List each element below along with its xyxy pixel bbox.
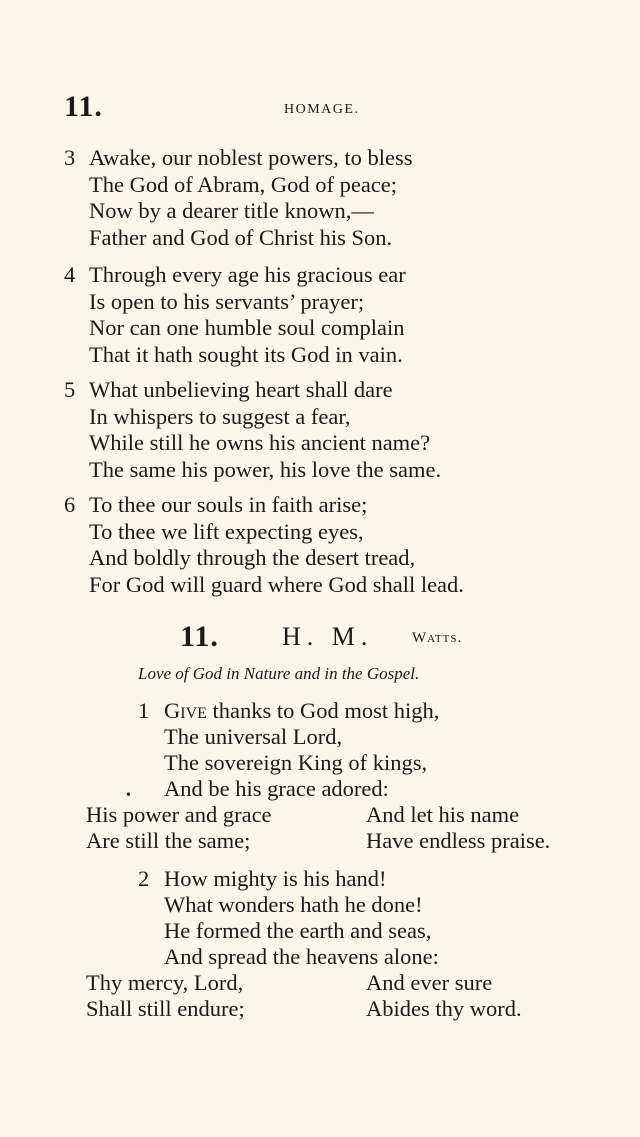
verse-line: That it hath sought its God in vain. [89,341,403,367]
stanza-number: 1 [138,698,150,723]
verse-line: Father and God of Christ his Son. [89,224,393,250]
verse-line: While still he owns his ancient name? [89,430,431,455]
hymn-heading [0,620,640,654]
verse-line: For God will guard where God shall lead. [89,571,464,597]
verse-line: The same his power, his love the same. [89,456,442,482]
column-line: Abides thy word. [366,996,522,1021]
hymn-meter: H. M. [282,622,374,651]
column-line: Have endless praise. [366,828,551,853]
verse [64,262,406,368]
column-line: Are still the same; [86,828,251,853]
verse-line: Nor can one humble soul complain [89,315,405,340]
running-title: HOMAGE. [284,102,360,117]
verse-line: In whispers to suggest a fear, [89,403,351,429]
stanza-line: The sovereign King of kings, [164,750,428,775]
verse-line: The God of Abram, God of peace; [89,171,398,197]
verse-number: 3 [64,145,76,170]
hymn-number: 11. [180,620,219,653]
stanza-line: And be his grace adored: [164,776,389,801]
verse [64,145,413,251]
verse [64,492,464,598]
stanza-line [138,698,439,724]
column-line: His power and grace [86,802,272,827]
stanza [138,698,439,802]
column-line: And ever sure [366,970,493,995]
verse-line: Through every age his gracious ear [89,262,406,287]
verse-line: Awake, our noblest powers, to bless [89,145,413,170]
column-line: And let his name [366,802,520,827]
verse-number: 5 [64,377,76,402]
verse-number: 4 [64,262,76,287]
page-number: 11. [64,90,103,123]
stanza-line: What wonders hath he done! [164,892,423,917]
stanza-line: And spread the heavens alone: [164,944,439,969]
verse-line: Now by a dearer title known,— [89,198,374,223]
page-header [64,90,576,126]
stanza-line: The universal Lord, [164,724,343,749]
verse-line: To thee our souls in faith arise; [89,492,368,517]
stanza-line: How mighty is his hand! [164,866,387,891]
verse-line: And boldly through the desert tread, [89,545,416,570]
hymn-author: Watts. [412,630,463,646]
hymn-subtitle: Love of God in Nature and in the Gospel. [138,664,420,683]
stanza [138,866,439,970]
drop-word: Give [164,698,207,723]
stanza-number: 2 [138,866,150,891]
margin-mark: • [126,788,131,803]
stanza-line: He formed the earth and seas, [164,918,432,943]
verse-line: What unbelieving heart shall dare [89,377,393,402]
line-rest: thanks to God most high, [206,698,440,723]
verse [64,377,441,483]
column-line: Shall still endure; [86,996,245,1021]
column-line: Thy mercy, Lord, [86,970,244,995]
verse-number: 6 [64,492,76,517]
verse-line: Is open to his servants’ prayer; [89,288,365,314]
verse-line: To thee we lift expecting eyes, [89,518,364,544]
